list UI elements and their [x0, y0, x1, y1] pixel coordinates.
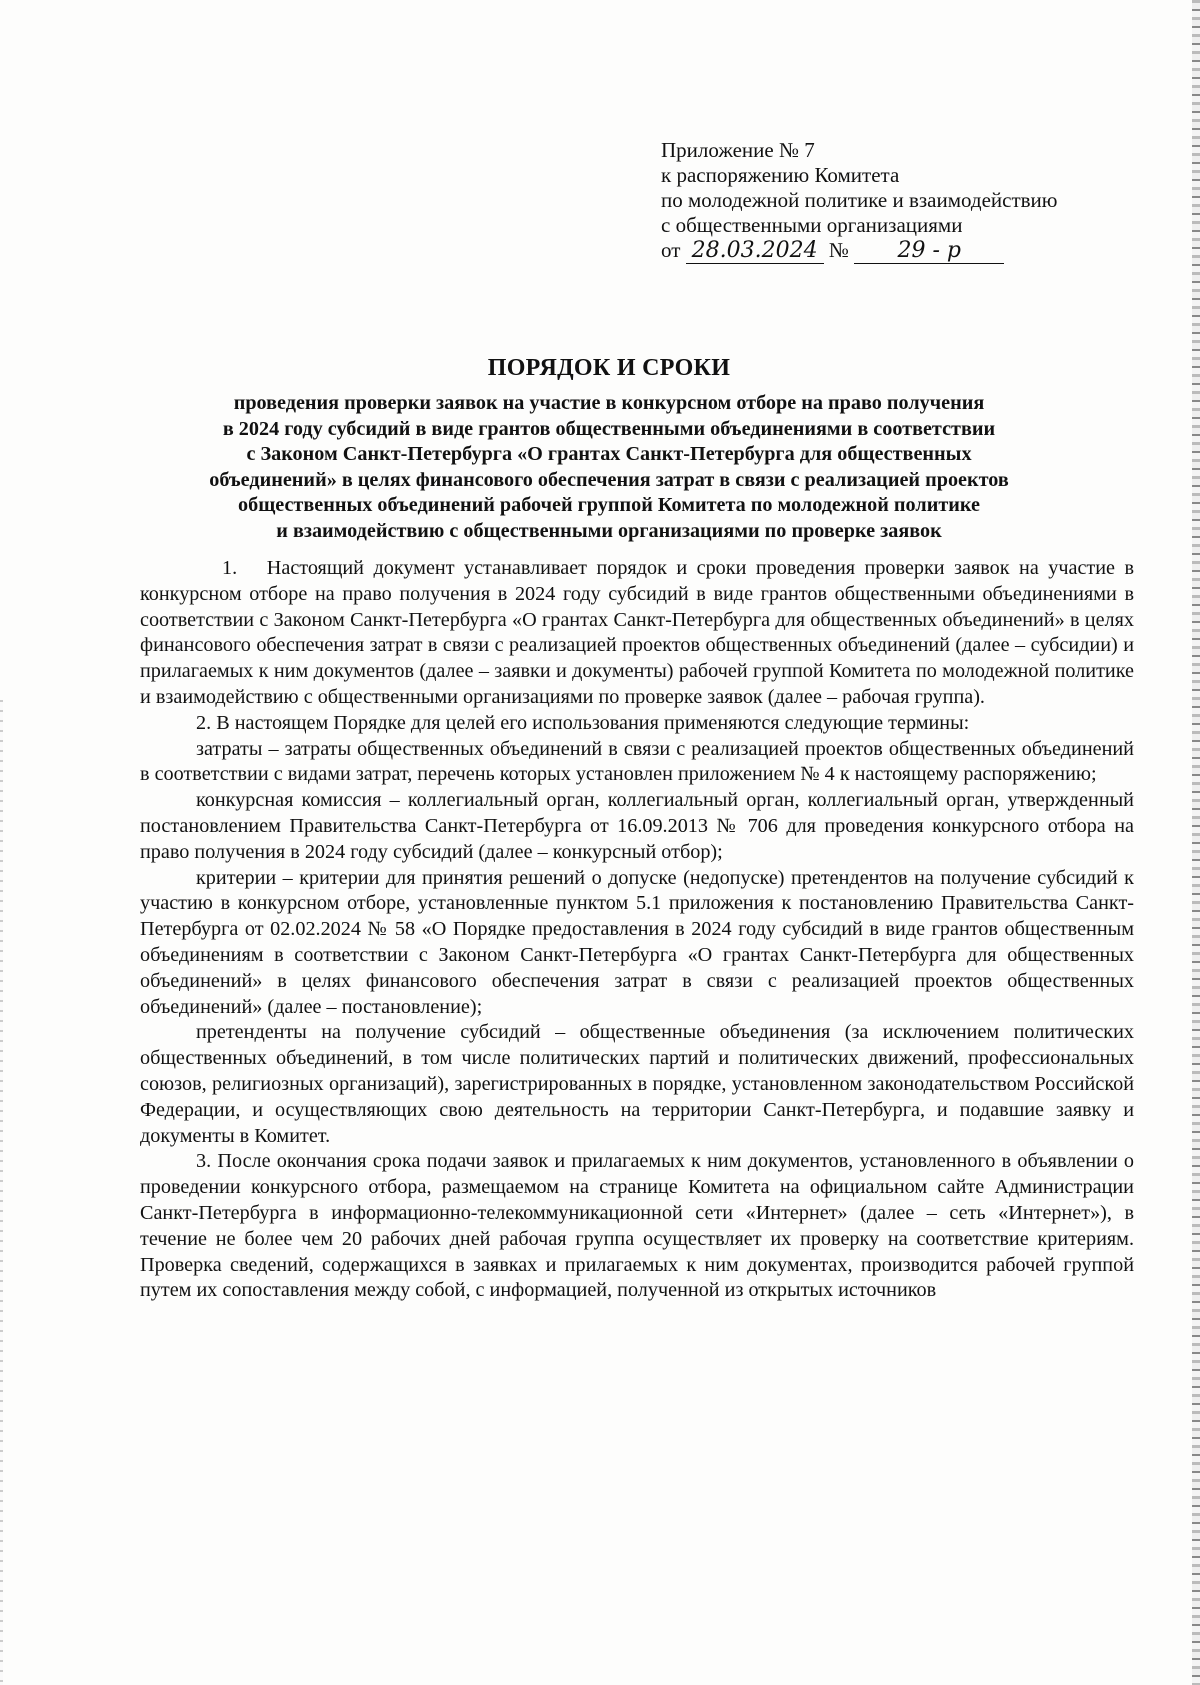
- subtitle-line: и взаимодействию с общественными организациями по проверке заявок: [276, 519, 942, 542]
- annex-line-3: по молодежной политике и взаимодействию: [661, 188, 1058, 212]
- handwritten-number: 29 - р: [854, 239, 1004, 264]
- date-prefix: от: [661, 238, 681, 262]
- paragraph-3: 3. После окончания срока подачи заявок и прилагаемых к ним документов, установленного в объявлении о проведении конкурсного отбора, размещаемом на странице Комитета на официальном сайте Администрации Санкт-Петербурга в информационно-телекоммуникационной сети «Интернет» (далее – сеть «Интернет»), в течение не более чем 20 рабочих дней рабочая группа осуществляет их проверку на соответствие критериям. Проверка сведений, содержащихся в заявках и прилагаемых к ним документах, производится рабочей группой путем их сопоставления между собой, с информацией, полученной из открытых источников: [140, 1150, 1134, 1302]
- annex-line-1: Приложение № 7: [661, 138, 815, 162]
- scan-edge-artifact: [1192, 0, 1200, 1685]
- subtitle-line: с Законом Санкт-Петербурга «О грантах Санкт-Петербурга для общественных: [246, 443, 972, 466]
- annex-date-line: [661, 238, 1058, 264]
- subtitle-line: проведения проверки заявок на участие в конкурсном отборе на право получения: [233, 392, 985, 414]
- annex-line-4: с общественными организациями: [661, 213, 963, 237]
- annex-block: [661, 138, 1058, 264]
- annex-line-2: к распоряжению Комитета: [661, 163, 900, 187]
- number-prefix: №: [828, 238, 849, 262]
- handwritten-date: 28.03.2024: [686, 239, 824, 264]
- scan-edge-artifact-left: [0, 700, 3, 1685]
- subtitle-line: объединений» в целях финансового обеспечения затрат в связи с реализацией проектов: [209, 468, 1009, 491]
- paragraph-term-commission: конкурсная комиссия – коллегиальный орган, коллегиальный орган, коллегиальный орган, утвержденный постановлением Правительства Санкт-Петербурга от 16.09.2013 № 706 для проведения конкурсного отбора на право получения в 2024 году субсидий (далее – конкурсный отбор);: [140, 789, 1134, 863]
- document-body: [140, 556, 1134, 1304]
- subtitle-line: общественных объединений рабочей группой Комитета по молодежной политике: [238, 494, 980, 517]
- paragraph-term-applicants: претенденты на получение субсидий – общественные объединения (за исключением политических общественных объединений, в том числе политических партий и политических движений, профессиональных союзов, религиозных организаций), зарегистрированных в порядке, установленном законодательством Российской Федерации, и осуществляющих свою деятельность на территории Санкт-Петербурга, и подавшие заявку и документы в Комитет.: [140, 1021, 1134, 1147]
- paragraph-term-costs: затраты – затраты общественных объединений в связи с реализацией проектов общественных объединений в соответствии с видами затрат, перечень которых установлен приложением № 4 к настоящему распоряжению;: [140, 737, 1134, 786]
- subtitle-line: в 2024 году субсидий в виде грантов общественными объединениями в соответствии: [222, 417, 996, 440]
- paragraph-1: 1. Настоящий документ устанавливает порядок и сроки проведения проверки заявок на участие в конкурсном отборе на право получения в 2024 году субсидий в виде грантов общественными объединениями в соответствии с Законом Санкт-Петербурга «О грантах Санкт-Петербурга для общественных объединений» в целях финансового обеспечения затрат в связи с реализацией проектов общественных объединений (далее – субсидии) и прилагаемых к ним документов (далее – заявки и документы) рабочей группой Комитета по молодежной политике и взаимодействию с общественными организациями по проверке заявок (далее – рабочая группа).: [140, 557, 1134, 708]
- paragraph-term-criteria: критерии – критерии для принятия решений о допуске (недопуске) претендентов на получение субсидий к участию в конкурсном отборе, установленные пунктом 5.1 приложения к постановлению Правительства Санкт-Петербурга от 02.02.2024 № 58 «О Порядке предоставления в 2024 году субсидий в виде грантов общественным объединениям в соответствии с Законом Санкт-Петербурга «О грантах Санкт-Петербурга для общественных объединений» в целях финансового обеспечения затрат в связи с реализацией проектов общественных объединений» (далее – постановление);: [140, 866, 1134, 1018]
- paragraph-2: 2. В настоящем Порядке для целей его использования применяются следующие термины:: [196, 711, 970, 734]
- document-title: ПОРЯДОК И СРОКИ: [487, 355, 731, 381]
- document-subtitle: [130, 391, 1088, 545]
